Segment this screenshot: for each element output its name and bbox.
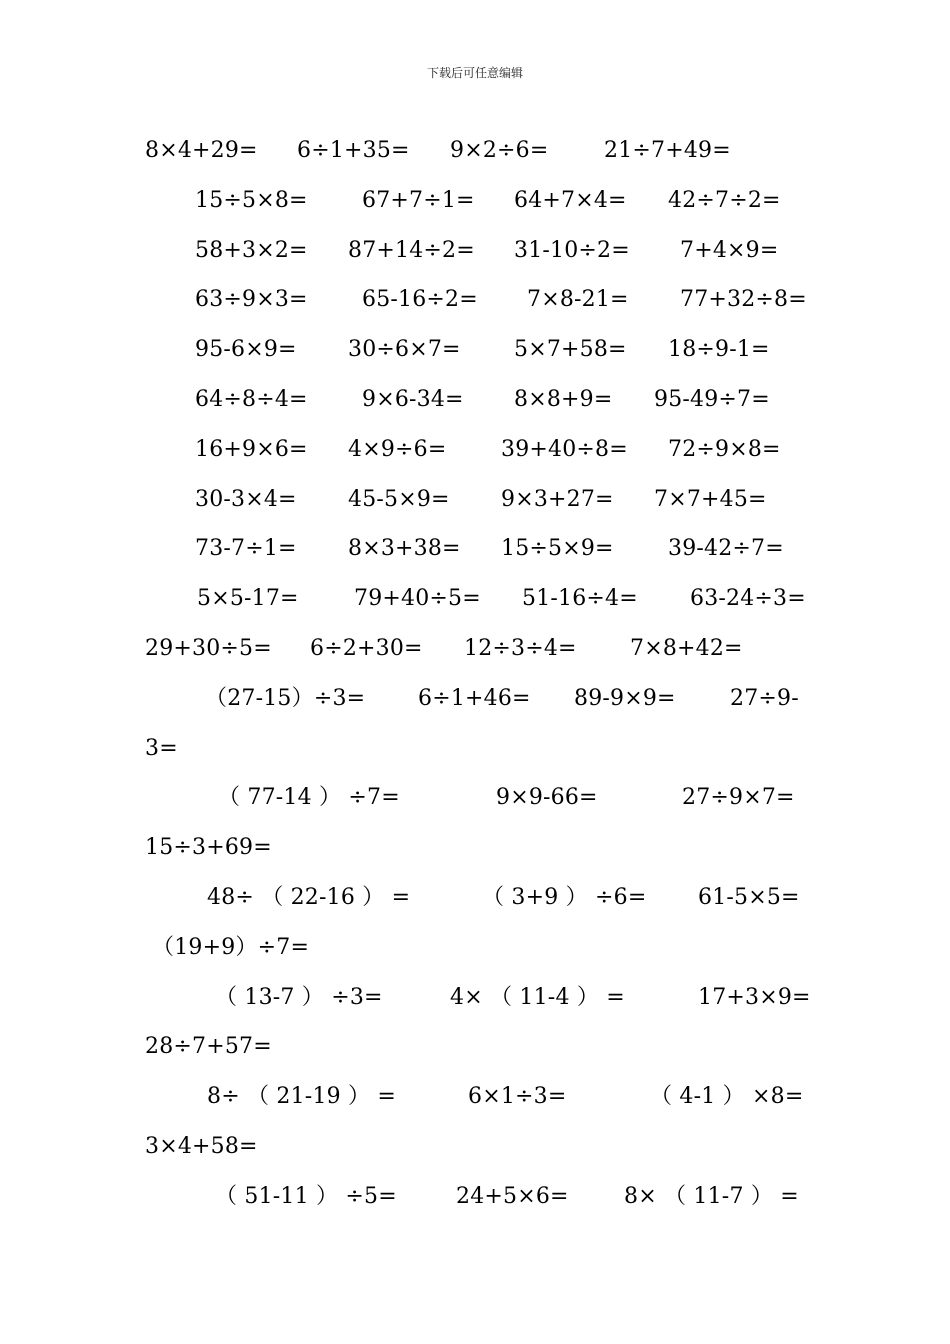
math-problem: 28÷7+57= (145, 1034, 272, 1059)
math-problem: 9×6-34= (362, 387, 464, 412)
math-problem: 67+7÷1= (362, 188, 475, 213)
math-problem: 8× （ 11-7 ） = (624, 1184, 799, 1209)
math-problem: 30-3×4= (195, 487, 297, 512)
math-problem: （ 13-7 ） ÷3= (215, 985, 383, 1010)
problem-row (0, 833, 950, 863)
problem-row (0, 534, 950, 564)
math-problem: 48÷ （ 22-16 ） = (207, 885, 411, 910)
math-problem: （27-15）÷3= (205, 686, 366, 711)
problem-row (0, 783, 950, 813)
math-problem: 95-6×9= (195, 337, 297, 362)
math-problem: 73-7÷1= (195, 536, 297, 561)
problem-row (0, 684, 950, 714)
math-problem: 27÷9×7= (682, 785, 795, 810)
math-problem: 42÷7÷2= (668, 188, 781, 213)
math-problem: 63-24÷3= (690, 586, 806, 611)
problem-row (0, 236, 950, 266)
math-problem: 4× （ 11-4 ） = (450, 985, 625, 1010)
math-problem: 4×9÷6= (348, 437, 447, 462)
problem-row (0, 435, 950, 465)
math-problem: 9×2÷6= (450, 138, 549, 163)
math-problem: 77+32÷8= (680, 287, 807, 312)
problem-row (0, 335, 950, 365)
math-problem: 89-9×9= (574, 686, 676, 711)
math-problem: 58+3×2= (195, 238, 308, 263)
math-problem: 51-16÷4= (522, 586, 638, 611)
problem-row (0, 584, 950, 614)
math-problem: 3×4+58= (145, 1134, 258, 1159)
problem-row (0, 186, 950, 216)
math-problem: 63÷9×3= (195, 287, 308, 312)
problem-row (0, 1032, 950, 1062)
math-problem: 24+5×6= (456, 1184, 569, 1209)
math-problem: 7×8-21= (527, 287, 629, 312)
math-problem: 6÷1+35= (297, 138, 410, 163)
math-problem: 64÷8÷4= (195, 387, 308, 412)
math-problem: 6×1÷3= (468, 1084, 567, 1109)
problem-row (0, 485, 950, 515)
math-problem: 7×8+42= (630, 636, 743, 661)
math-problem: 31-10÷2= (514, 238, 630, 263)
problem-row (0, 136, 950, 166)
math-problem: （ 3+9 ） ÷6= (482, 885, 647, 910)
problem-row (0, 1182, 950, 1212)
math-problem: 9×3+27= (501, 487, 614, 512)
math-problem: 17+3×9= (698, 985, 811, 1010)
page-header: 下载后可任意编辑 (426, 66, 523, 80)
math-problem: 39-42÷7= (668, 536, 784, 561)
math-problem: 8×8+9= (514, 387, 613, 412)
math-problem: 3= (145, 736, 178, 761)
math-problem: （ 4-1 ） ×8= (650, 1084, 804, 1109)
math-problem: 61-5×5= (698, 885, 800, 910)
math-problem: 15÷5×8= (195, 188, 308, 213)
math-problem: 9×9-66= (496, 785, 598, 810)
math-problem: 6÷1+46= (418, 686, 531, 711)
problem-row (0, 1132, 950, 1162)
problem-row (0, 285, 950, 315)
math-problem: 65-16÷2= (362, 287, 478, 312)
problem-row (0, 634, 950, 664)
math-problem: 18÷9-1= (668, 337, 770, 362)
math-problem: 12÷3÷4= (464, 636, 577, 661)
math-problem: 8×4+29= (145, 138, 258, 163)
math-problem: 7+4×9= (680, 238, 779, 263)
math-problem: 21÷7+49= (604, 138, 731, 163)
math-problem: （ 77-14 ） ÷7= (218, 785, 400, 810)
math-problem: 8×3+38= (348, 536, 461, 561)
math-problem: 87+14÷2= (348, 238, 475, 263)
problem-row (0, 983, 950, 1013)
math-problem: 95-49÷7= (654, 387, 770, 412)
math-problem: 8÷ （ 21-19 ） = (207, 1084, 397, 1109)
math-problem: 15÷3+69= (145, 835, 272, 860)
problem-row (0, 883, 950, 913)
math-problem: 6÷2+30= (310, 636, 423, 661)
math-problem: 16+9×6= (195, 437, 308, 462)
math-problem: 29+30÷5= (145, 636, 272, 661)
math-problem: （ 51-11 ） ÷5= (215, 1184, 397, 1209)
math-problem: 45-5×9= (348, 487, 450, 512)
math-problem: （19+9）÷7= (152, 935, 310, 960)
problem-row (0, 933, 950, 963)
math-problem: 5×5-17= (197, 586, 299, 611)
math-problem: 5×7+58= (514, 337, 627, 362)
math-problem: 27÷9- (730, 686, 799, 711)
math-problem: 30÷6×7= (348, 337, 461, 362)
math-problem: 39+40÷8= (501, 437, 628, 462)
math-problem: 7×7+45= (654, 487, 767, 512)
problem-row (0, 734, 950, 764)
math-problem: 79+40÷5= (354, 586, 481, 611)
math-problem: 72÷9×8= (668, 437, 781, 462)
math-problem: 15÷5×9= (501, 536, 614, 561)
math-problem: 64+7×4= (514, 188, 627, 213)
problem-row (0, 385, 950, 415)
problem-row (0, 1082, 950, 1112)
